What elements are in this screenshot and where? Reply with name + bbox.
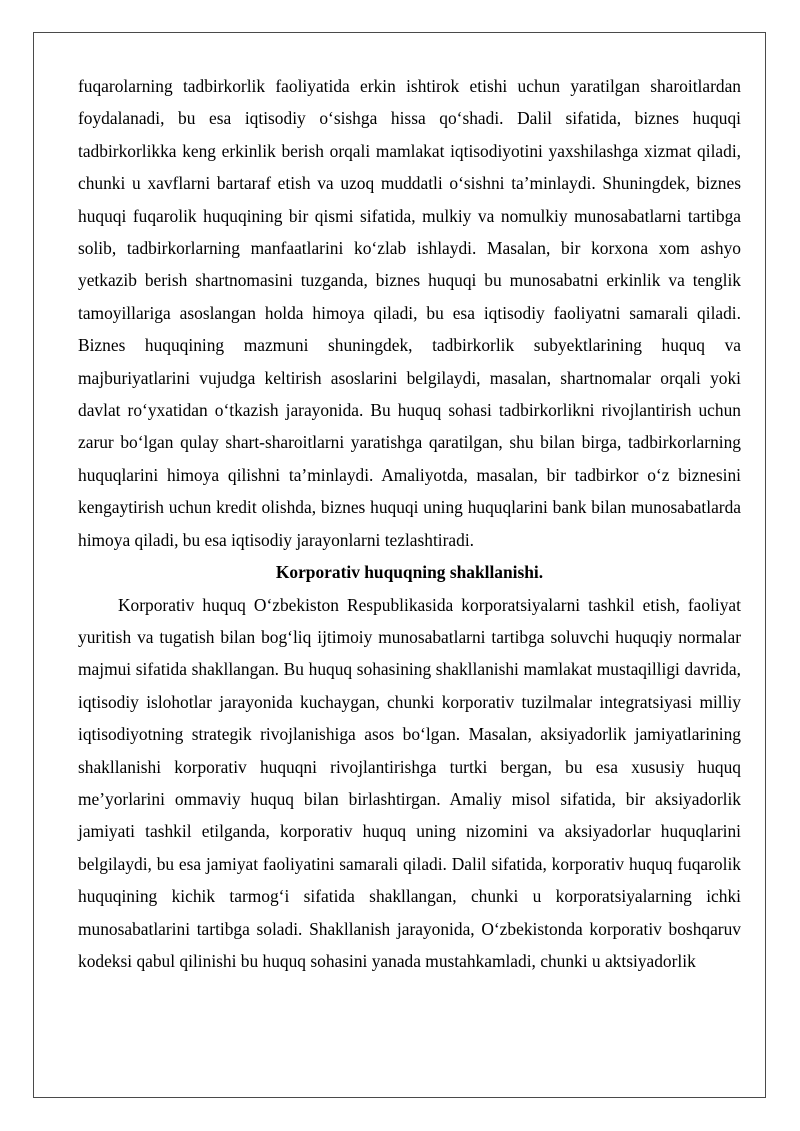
body-paragraph-1: fuqarolarning tadbirkorlik faoliyatida erkin ishtirok etishi uchun yaratilgan sharoitlardan foydalanadi, bu esa iqtisodiy o‘sishga hissa qo‘shadi. Dalil sifatida, biznes huquqi tadbirkorlikka keng erkinlik berish orqali mamlakat iqtisodiyotini yaxshilashga xizmat qiladi, chunki u xavflarni bartaraf etish va uzoq muddatli o‘sishni ta’minlaydi. Shuningdek, biznes huquqi fuqarolik huquqining bir qismi sifatida, mulkiy va nomulkiy munosabatlarni tartibga solib, tadbirkorlarning manfaatlarini ko‘zlab ishlaydi. Masalan, bir korxona xom ashyo yetkazib berish shartnomasini tuzganda, biznes huquqi bu munosabatni erkinlik va tenglik tamoyillariga asoslangan holda himoya qiladi, bu esa iqtisodiy faoliyatni samarali qiladi. Biznes huquqining mazmuni shuningdek, tadbirkorlik subyektlarining huquq va majburiyatlarini vujudga keltirish asoslarini belgilaydi, masalan, shartnomalar orqali yoki davlat ro‘yxatidan o‘tkazish jarayonida. Bu huquq sohasi tadbirkorlikni rivojlantirish uchun zarur bo‘lgan qulay shart-sharoitlarni yaratishga qaratilgan, shu bilan birga, tadbirkorlarning huquqlarini himoya qilishni ta’minlaydi. Amaliyotda, masalan, bir tadbirkor o‘z biznesini kengaytirish uchun kredit olishda, biznes huquqi uning huquqlarini bank bilan munosabatlarda himoya qiladi, bu esa iqtisodiy jarayonlarni tezlashtiradi. [78, 76, 741, 550]
section-heading: Korporativ huquqning shakllanishi. [275, 562, 544, 583]
document-body [78, 70, 741, 977]
body-paragraph-2: Korporativ huquq O‘zbekiston Respublikasida korporatsiyalarni tashkil etish, faoliyat yuritish va tugatish bilan bog‘liq ijtimoiy munosabatlarni tartibga soluvchi huquqiy normalar majmui sifatida shakllangan. Bu huquq sohasining shakllanishi mamlakat mustaqilligi davrida, iqtisodiy islohotlar jarayonida kuchaygan, chunki korporativ tuzilmalar integratsiyasi milliy iqtisodiyotning strategik rivojlanishiga asos bo‘lgan. Masalan, aksiyadorlik jamiyatlarining shakllanishi korporativ huquqni rivojlantirishga turtki bergan, bu esa xususiy huquq me’yorlarini ommaviy huquq bilan birlashtirgan. Amaliy misol sifatida, bir aksiyadorlik jamiyati tashkil etilganda, korporativ huquq uning nizomini va aksiyadorlar huquqlarini belgilaydi, bu esa jamiyat faoliyatini samarali qiladi. Dalil sifatida, korporativ huquq fuqarolik huquqining kichik tarmog‘i sifatida shakllangan, chunki u korporatsiyalarning ichki munosabatlarini tartibga soladi. Shakllanish jarayonida, O‘zbekistonda korporativ boshqaruv kodeksi qabul qilinishi bu huquq sohasini yanada mustahkamladi, chunki u aktsiyadorlik [78, 594, 741, 971]
